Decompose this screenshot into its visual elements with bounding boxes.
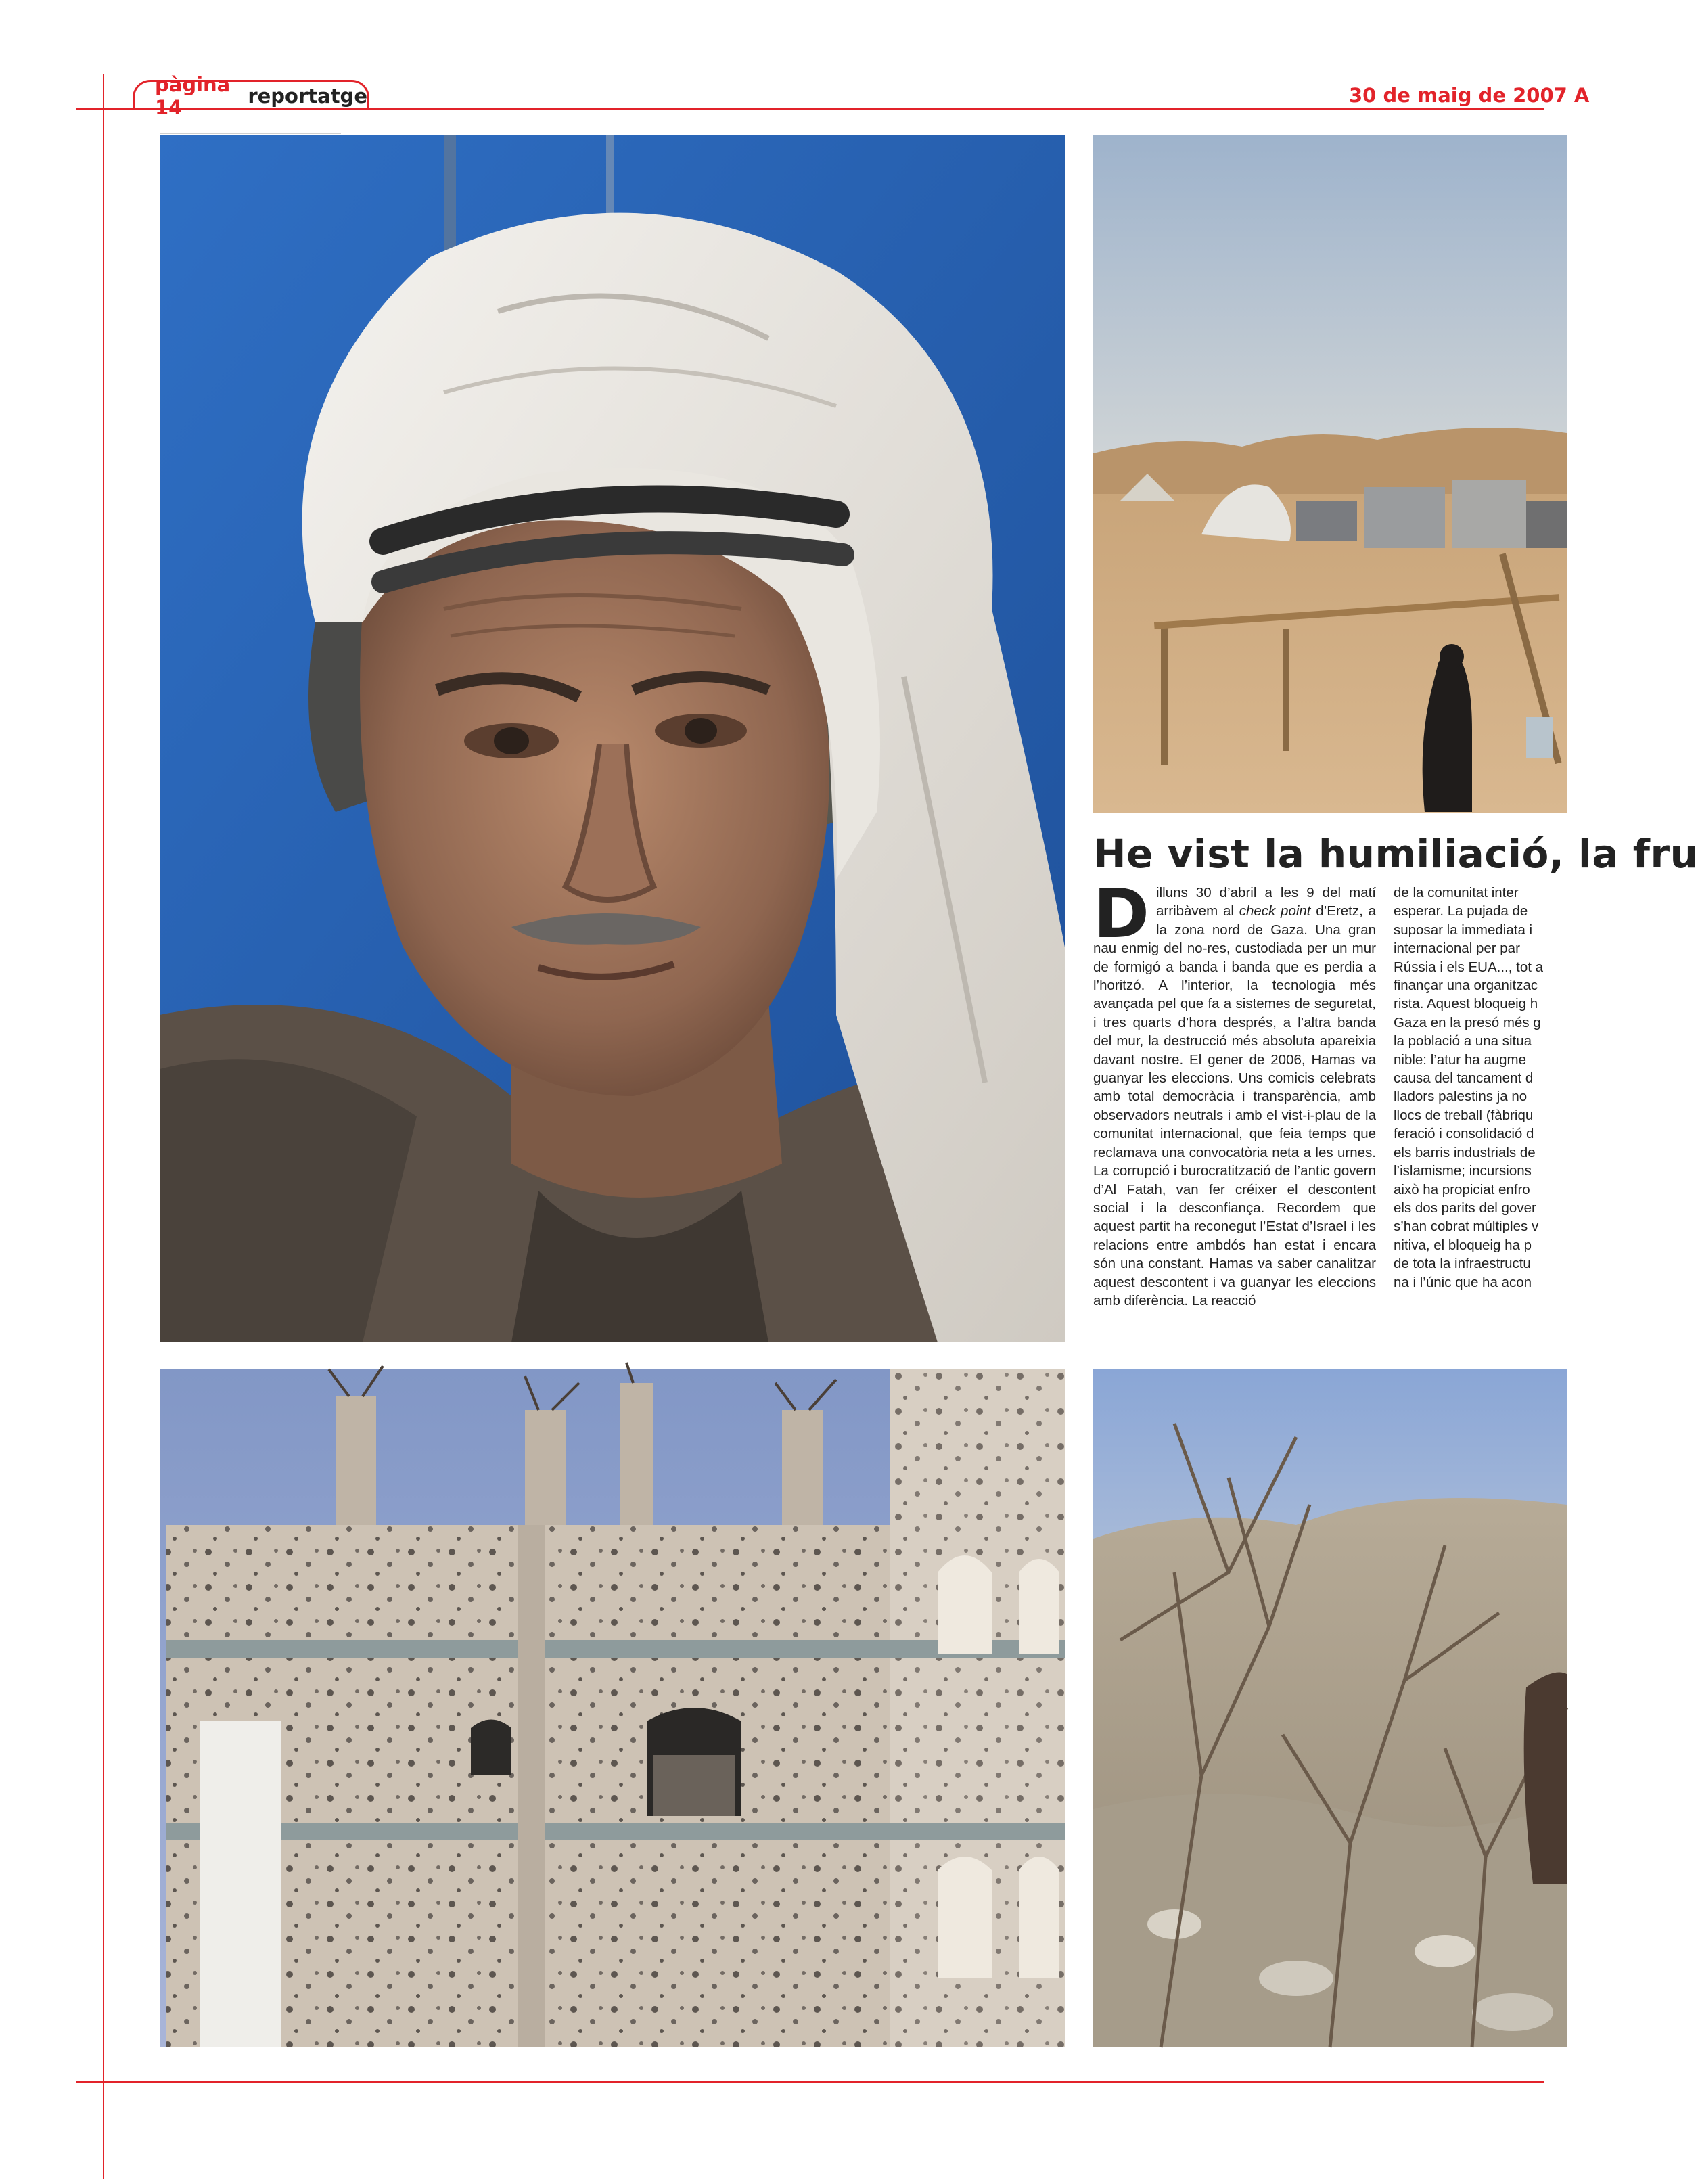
column-2-line: rista. Aquest bloqueig h bbox=[1394, 996, 1538, 1012]
column-1-body: d’Eretz, a la zona nord de Gaza. Una gran nau enmig del no-res, custodiada per un mur de formigó a banda i banda que es perdia a l’horitzó. A l’interior, la tecnologia més avançada pel que fa a sistemes de seguretat, i tres quarts d’hora després, a l’altra banda del mur, la destrucció més absoluta apareixia davant nostre. El gener de 2006, Hamas va guanyar les eleccions. Uns comicis celebrats amb total democràcia i transparència, amb observadors neutrals i amb el vist-i-plau de la comunitat internacional, que feia temps que reclamava una convocatòria neta a les urnes. La corrupció i burocratització de l’antic govern d’Al Fatah, van fer créixer el descontent social i la desconfiança. Recordem que aquest partit ha reconegut l’Estat d’Israel i les relacions entre ambdós han estat i encara són una constant. Hamas va saber canalitzar aquest descontent i va guanyar les eleccions amb diferència. La reacció bbox=[1093, 903, 1376, 1309]
column-2-line: els dos parits del gover bbox=[1394, 1200, 1536, 1216]
column-2-line: això ha propiciat enfro bbox=[1394, 1181, 1530, 1198]
column-1-italic: check point bbox=[1239, 903, 1311, 919]
trim-line-bottom bbox=[76, 2081, 1544, 2083]
column-2-line: nible: l’atur ha augme bbox=[1394, 1051, 1527, 1068]
column-2-line: la població a una situa bbox=[1394, 1033, 1532, 1049]
portrait-photo bbox=[160, 135, 1065, 1342]
column-2-line: s’han cobrat múltiples v bbox=[1394, 1219, 1539, 1235]
column-2-line: Rússia i els EUA..., tot a bbox=[1394, 959, 1544, 975]
column-2-line: esperar. La pujada de bbox=[1394, 903, 1528, 919]
column-2-line: Gaza en la presó més g bbox=[1394, 1014, 1541, 1030]
rubble-photo bbox=[1093, 1369, 1567, 2047]
building-photo bbox=[160, 1369, 1065, 2047]
column-1-intro: illuns 30 d’abril a les 9 del matí arribàvem al bbox=[1156, 885, 1376, 919]
column-2-line: l’islamisme; incursions bbox=[1394, 1163, 1532, 1179]
page-number: pàgina 14 bbox=[155, 72, 231, 119]
column-2-line: na i l’únic que ha acon bbox=[1394, 1274, 1532, 1290]
section-label: reportatge bbox=[248, 84, 367, 108]
column-2-line: finançar una organitzac bbox=[1394, 978, 1538, 994]
column-2-line: nitiva, el bloqueig ha p bbox=[1394, 1237, 1532, 1253]
page-header-tab bbox=[133, 72, 369, 119]
article-headline: He vist la humiliació, la fru bbox=[1093, 831, 1698, 877]
rubble-illustration bbox=[1093, 1369, 1567, 2047]
building-illustration bbox=[160, 1369, 1065, 2047]
article-column-1 bbox=[1093, 874, 1376, 1344]
column-2-line: feració i consolidació d bbox=[1394, 1126, 1534, 1142]
issue-date: 30 de maig de 2007 A bbox=[1349, 84, 1590, 107]
column-2-line: els barris industrials de bbox=[1394, 1144, 1536, 1160]
column-2-line: lladors palestins ja no bbox=[1394, 1089, 1528, 1105]
column-2-line: de tota la infraestructu bbox=[1394, 1256, 1531, 1272]
column-2-line: internacional per par bbox=[1394, 940, 1520, 957]
drop-cap: D bbox=[1093, 874, 1150, 953]
column-2-line: de la comunitat inter bbox=[1394, 885, 1519, 901]
portrait-illustration bbox=[160, 135, 1065, 1342]
trim-line-left bbox=[103, 74, 104, 2179]
camp-photo bbox=[1093, 135, 1567, 813]
column-2-line: llocs de treball (fàbriqu bbox=[1394, 1107, 1534, 1123]
column-2-line: causa del tancament d bbox=[1394, 1070, 1534, 1087]
camp-illustration bbox=[1093, 135, 1567, 813]
article-column-2 bbox=[1394, 884, 1569, 1344]
header-rule bbox=[160, 133, 341, 134]
column-2-line: suposar la immediata i bbox=[1394, 922, 1533, 938]
